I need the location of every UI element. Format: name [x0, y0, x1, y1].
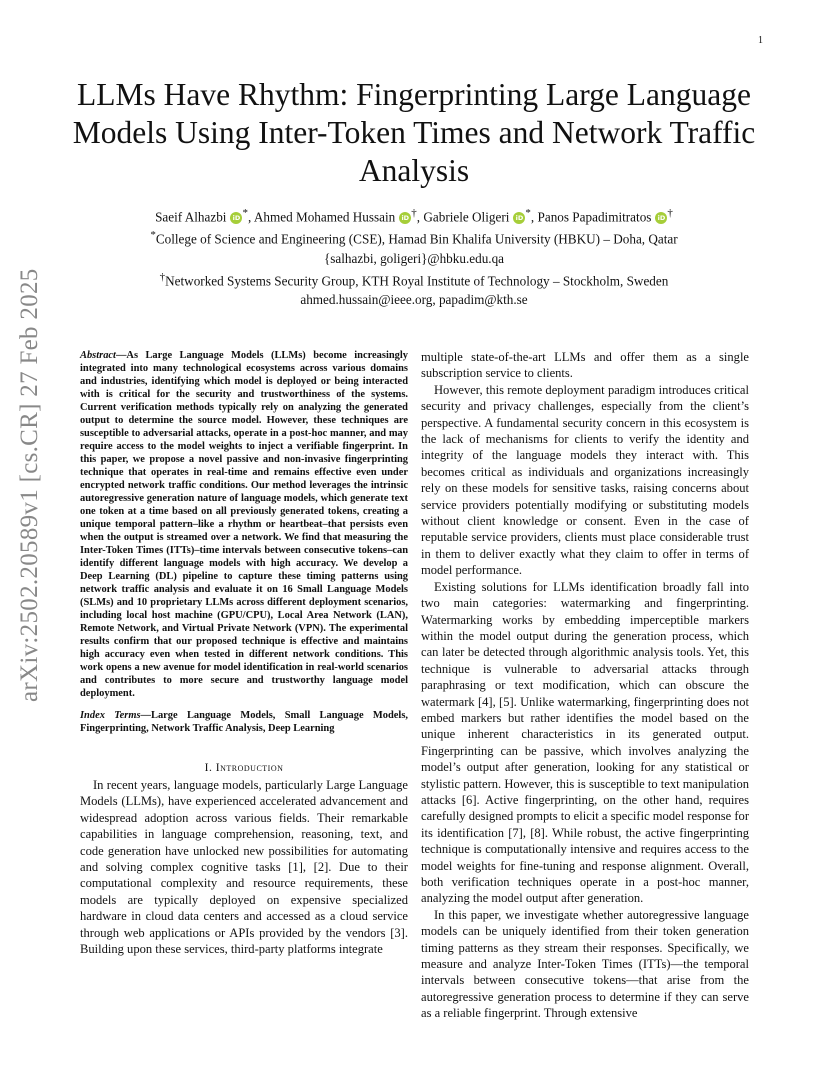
author-mark: * — [525, 207, 531, 219]
affiliation-mark: * — [150, 229, 156, 242]
section-title: Introduction — [215, 761, 284, 774]
abstract-text: As Large Language Models (LLMs) become increasingly integrated into many technological ecosystems across various domains and industries, identifying which model is deployed or being interacted with is critical for the security and trustworthiness of the systems. Current verification methods typically rely on analyzing the generated output to determine the source model. However, these techniques are susceptible to adversarial attacks, operate in a post-hoc manner, and may require access to the model weights to inject a verifiable fingerprint. In this paper, we propose a novel passive and non-invasive fingerprinting technique that operates in real-time and remains effective even under encrypted network traffic conditions. Our method leverages the intrinsic autoregressive generation nature of language models, which generate text one token at a time based on all previously generated tokens, creating a unique temporal pattern–like a rhythm or heartbeat–that persists even when the output is streamed over a network. We find that measuring the Inter-Token Times (ITTs)–time intervals between consecutive tokens–can identify different language models with high accuracy. We develop a Deep Learning (DL) pipeline to capture these timing patterns using network traffic analysis and evaluate it on 16 Small Language Models (SLMs) and 10 proprietary LLMs across different deployment scenarios, including local host machine (GPU/CPU), Local Area Network (LAN), Remote Network, and Virtual Private Network (VPN). The experimental results confirm that our proposed technique is effective and maintains high accuracy even when tested in different network conditions. This work opens a new avenue for model identification in real-world scenarios and contributes to more secure and trustworthy language model deployment. — [80, 350, 408, 699]
author-mark: † — [411, 207, 417, 219]
index-terms-text: Large Language Models, Small Language Models, Fingerprinting, Network Traffic Analysis, Deep Learning — [80, 710, 409, 734]
orcid-icon[interactable]: iD — [655, 212, 667, 224]
author-block — [60, 204, 768, 309]
abstract-label: Abstract — [80, 350, 116, 361]
author-separator: , — [247, 209, 254, 225]
paragraph: In this paper, we investigate whether autoregressive language models can be uniquely identified from their token generation timing patterns as they stream their responses. Specifically, we measure and analyze Inter-Token Times (ITTs)—the temporal intervals between consecutive tokens—that arise from the autoregressive generation process to determine if they can serve as a reliable fingerprint. Through extensive — [421, 907, 749, 1021]
section-number: I. — [204, 761, 213, 774]
affiliation-mark: † — [159, 270, 166, 283]
paragraph: multiple state-of-the-art LLMs and offer them as a single subscription service to clients. — [421, 350, 749, 381]
author-mark: † — [667, 207, 673, 219]
left-body — [80, 777, 408, 957]
author-name: Ahmed Mohamed Hussain — [253, 209, 396, 225]
author-name: Gabriele Oligeri — [423, 209, 510, 225]
author-separator: , — [530, 209, 538, 225]
right-column — [421, 349, 749, 1022]
right-body — [421, 382, 749, 1022]
email-kth: ahmed.hussain@ieee.org, papadim@kth.se — [300, 292, 528, 308]
author-separator: , — [416, 209, 424, 225]
affiliation-text: College of Science and Engineering (CSE), Hamad Bin Khalifa University (HBKU) – Doha, Qatar — [155, 231, 678, 247]
left-column — [80, 349, 408, 957]
affiliation-hbku — [60, 226, 768, 248]
author-list — [60, 204, 768, 226]
arxiv-identifier: arXiv:2502.20589v1 [cs.CR] 27 Feb 2025 — [16, 268, 43, 702]
index-terms — [80, 709, 408, 735]
author-mark: * — [242, 207, 248, 219]
affiliation-text: Networked Systems Security Group, KTH Royal Institute of Technology – Stockholm, Sweden — [165, 273, 669, 289]
index-terms-label: Index Terms — [80, 710, 141, 721]
orcid-icon[interactable]: iD — [230, 212, 242, 224]
abstract-dash: — — [115, 350, 127, 361]
abstract — [80, 349, 408, 700]
affiliation-kth — [60, 268, 768, 290]
paragraph: However, this remote deployment paradigm introduces critical security and privacy challenges, especially from the client’s perspective. A fundamental security concern in this ecosystem is the lack of mechanisms for clients to verify the identity and integrity of the language models they interact with. This becomes critical as individuals and organizations increasingly rely on these models for sensitive tasks, raising concerns about service providers potentially modifying or substituting models without client knowledge or consent. Even in the case of reputable service providers, clients must place considerable trust in them to deliver exactly what they claim to offer in terms of model performance. — [421, 382, 749, 578]
index-terms-dash: — — [140, 710, 151, 721]
page-number: 1 — [758, 35, 763, 46]
paper-title: LLMs Have Rhythm: Fingerprinting Large Language Models Using Inter-Token Times and Network Traffic Analysis — [72, 77, 756, 188]
author-name: Panos Papadimitratos — [537, 209, 652, 225]
paragraph: Existing solutions for LLMs identification broadly fall into two main categories: watermarking and fingerprinting. Watermarking works by embedding imperceptible markers within the model output during the generation process, which can later be detected through algorithmic analysis tools. Yet, this technique is vulnerable to adversarial attacks through paraphrasing or text modification, which can obscure the watermark [4], [5]. Unlike watermarking, fingerprinting does not embed markers but rather identifies the model based on the unique inherent characteristics in its generated output. Fingerprinting can be passive, which involves analyzing the model’s output after generation, looking for any statistical or stylistic pattern. However, this is susceptible to text manipulation attacks [6]. Active fingerprinting, on the other hand, requires carefully designed prompts to elicit a specific model response for its identification [7], [8]. While robust, the active fingerprinting technique is computationally intensive and requires access to the model weights for fine-tuning and response alignment. Overall, both verification techniques operate in a post-hoc manner, analyzing the model output after generation. — [421, 579, 749, 906]
paragraph: In recent years, language models, particularly Large Language Models (LLMs), have experienced accelerated advancement and widespread adoption across various fields. Their remarkable capabilities in language comprehension, reasoning, text, and code generation have unlocked new possibilities for automating and solving complex cognitive tasks [1], [2]. Due to their computational complexity and resource requirements, these models are typically deployed on expensive specialized hardware in cloud data centers and accessed as a cloud service through web applications or APIs provided by the vendors [3]. Building upon these services, third-party platforms integrate — [80, 778, 408, 957]
orcid-icon[interactable]: iD — [513, 212, 525, 224]
section-heading — [80, 761, 408, 774]
author-name: Saeif Alhazbi — [155, 209, 227, 225]
orcid-icon[interactable]: iD — [399, 212, 411, 224]
email-hbku: {salhazbi, goligeri}@hbku.edu.qa — [323, 250, 505, 266]
